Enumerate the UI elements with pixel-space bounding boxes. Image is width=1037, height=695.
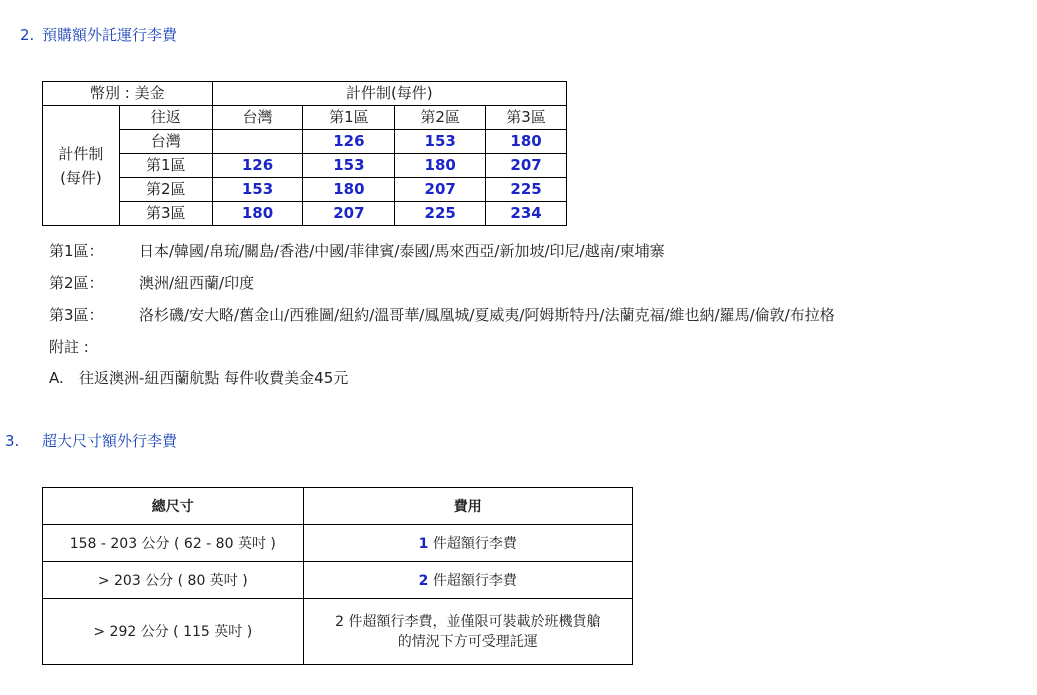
zone-destinations: 日本/韓國/帛琉/關島/香港/中國/菲律賓/泰國/馬來西亞/新加坡/印尼/越南/柬埔寨 (139, 242, 665, 260)
section-3-heading (5, 430, 177, 451)
note-a (49, 367, 348, 388)
fee-cell: 126 (212, 154, 303, 178)
row-group-label-line2: (每件) (60, 168, 102, 187)
route-header: 往返 (119, 106, 212, 130)
fee-cell: 180 (486, 130, 567, 154)
column-header: 第1區 (303, 106, 395, 130)
fee-text-line1: 2 件超額行李費，並僅限可裝載於班機貨艙 (335, 613, 601, 630)
fee-count: 2 (418, 573, 429, 589)
fee-cell: 126 (303, 130, 395, 154)
oversize-fee-table (42, 487, 633, 665)
row-group-label (43, 106, 120, 226)
table-row (43, 178, 567, 202)
fee-cell: 225 (395, 202, 486, 226)
fee-cell (303, 562, 632, 599)
column-header: 第3區 (486, 106, 567, 130)
table-row (43, 599, 633, 665)
zone-destinations: 澳洲/紐西蘭/印度 (139, 274, 255, 292)
table-row (43, 525, 633, 562)
zone-2-line (49, 272, 254, 293)
fee-cell: 207 (486, 154, 567, 178)
fee-cell: 180 (212, 202, 303, 226)
fee-text-line2: 的情況下方可受理託運 (397, 633, 538, 650)
section-title: 預購額外託運行李費 (42, 26, 178, 44)
fee-count: 1 (418, 536, 429, 552)
fee-cell (303, 525, 632, 562)
fee-cell (212, 130, 303, 154)
column-header: 費用 (303, 488, 632, 525)
pricing-header: 計件制(每件) (212, 82, 566, 106)
section-number: 2. (20, 26, 35, 44)
row-label: 第2區 (119, 178, 212, 202)
fee-text: 件超額行李費 (428, 536, 517, 552)
fee-text: 件超額行李費 (428, 573, 517, 589)
fee-cell: 207 (395, 178, 486, 202)
size-cell: > 203 公分 ( 80 英吋 ) (43, 562, 304, 599)
fee-cell: 153 (395, 130, 486, 154)
fee-cell: 225 (486, 178, 567, 202)
table-row (43, 202, 567, 226)
section-title: 超大尺寸額外行李費 (42, 432, 178, 450)
table-row (43, 562, 633, 599)
fee-cell: 234 (486, 202, 567, 226)
row-label: 第1區 (119, 154, 212, 178)
size-cell: 158 - 203 公分 ( 62 - 80 英吋 ) (43, 525, 304, 562)
column-header: 台灣 (212, 106, 303, 130)
column-header: 總尺寸 (43, 488, 304, 525)
column-header: 第2區 (395, 106, 486, 130)
note-label: 附註 : (49, 338, 89, 356)
table-row (43, 154, 567, 178)
baggage-fee-table (42, 81, 567, 226)
fee-cell: 180 (395, 154, 486, 178)
fee-cell: 153 (212, 178, 303, 202)
row-group-label-line1: 計件制 (58, 144, 104, 163)
currency-label: 幣別 : 美金 (43, 82, 213, 106)
table-row (43, 130, 567, 154)
section-number: 3. (5, 432, 20, 450)
row-label: 第3區 (119, 202, 212, 226)
row-label: 台灣 (119, 130, 212, 154)
fee-cell: 207 (303, 202, 395, 226)
note-a-label: A. (49, 369, 64, 387)
fee-cell (303, 599, 632, 665)
zone-destinations: 洛杉磯/安大略/舊金山/西雅圖/紐約/溫哥華/鳳凰城/夏威夷/阿姆斯特丹/法蘭克福/維也納/羅馬/倫敦/布拉格 (139, 306, 835, 324)
fee-cell: 180 (303, 178, 395, 202)
section-2-heading (20, 24, 177, 45)
zone-1-line (49, 240, 665, 261)
zone-label: 第3區： (49, 306, 104, 324)
size-cell: > 292 公分 ( 115 英吋 ) (43, 599, 304, 665)
fee-cell: 153 (303, 154, 395, 178)
zone-3-line (49, 304, 835, 325)
note-a-text: 往返澳洲-紐西蘭航點 每件收費美金45元 (79, 369, 349, 387)
zone-label: 第2區： (49, 274, 104, 292)
zone-label: 第1區： (49, 242, 104, 260)
